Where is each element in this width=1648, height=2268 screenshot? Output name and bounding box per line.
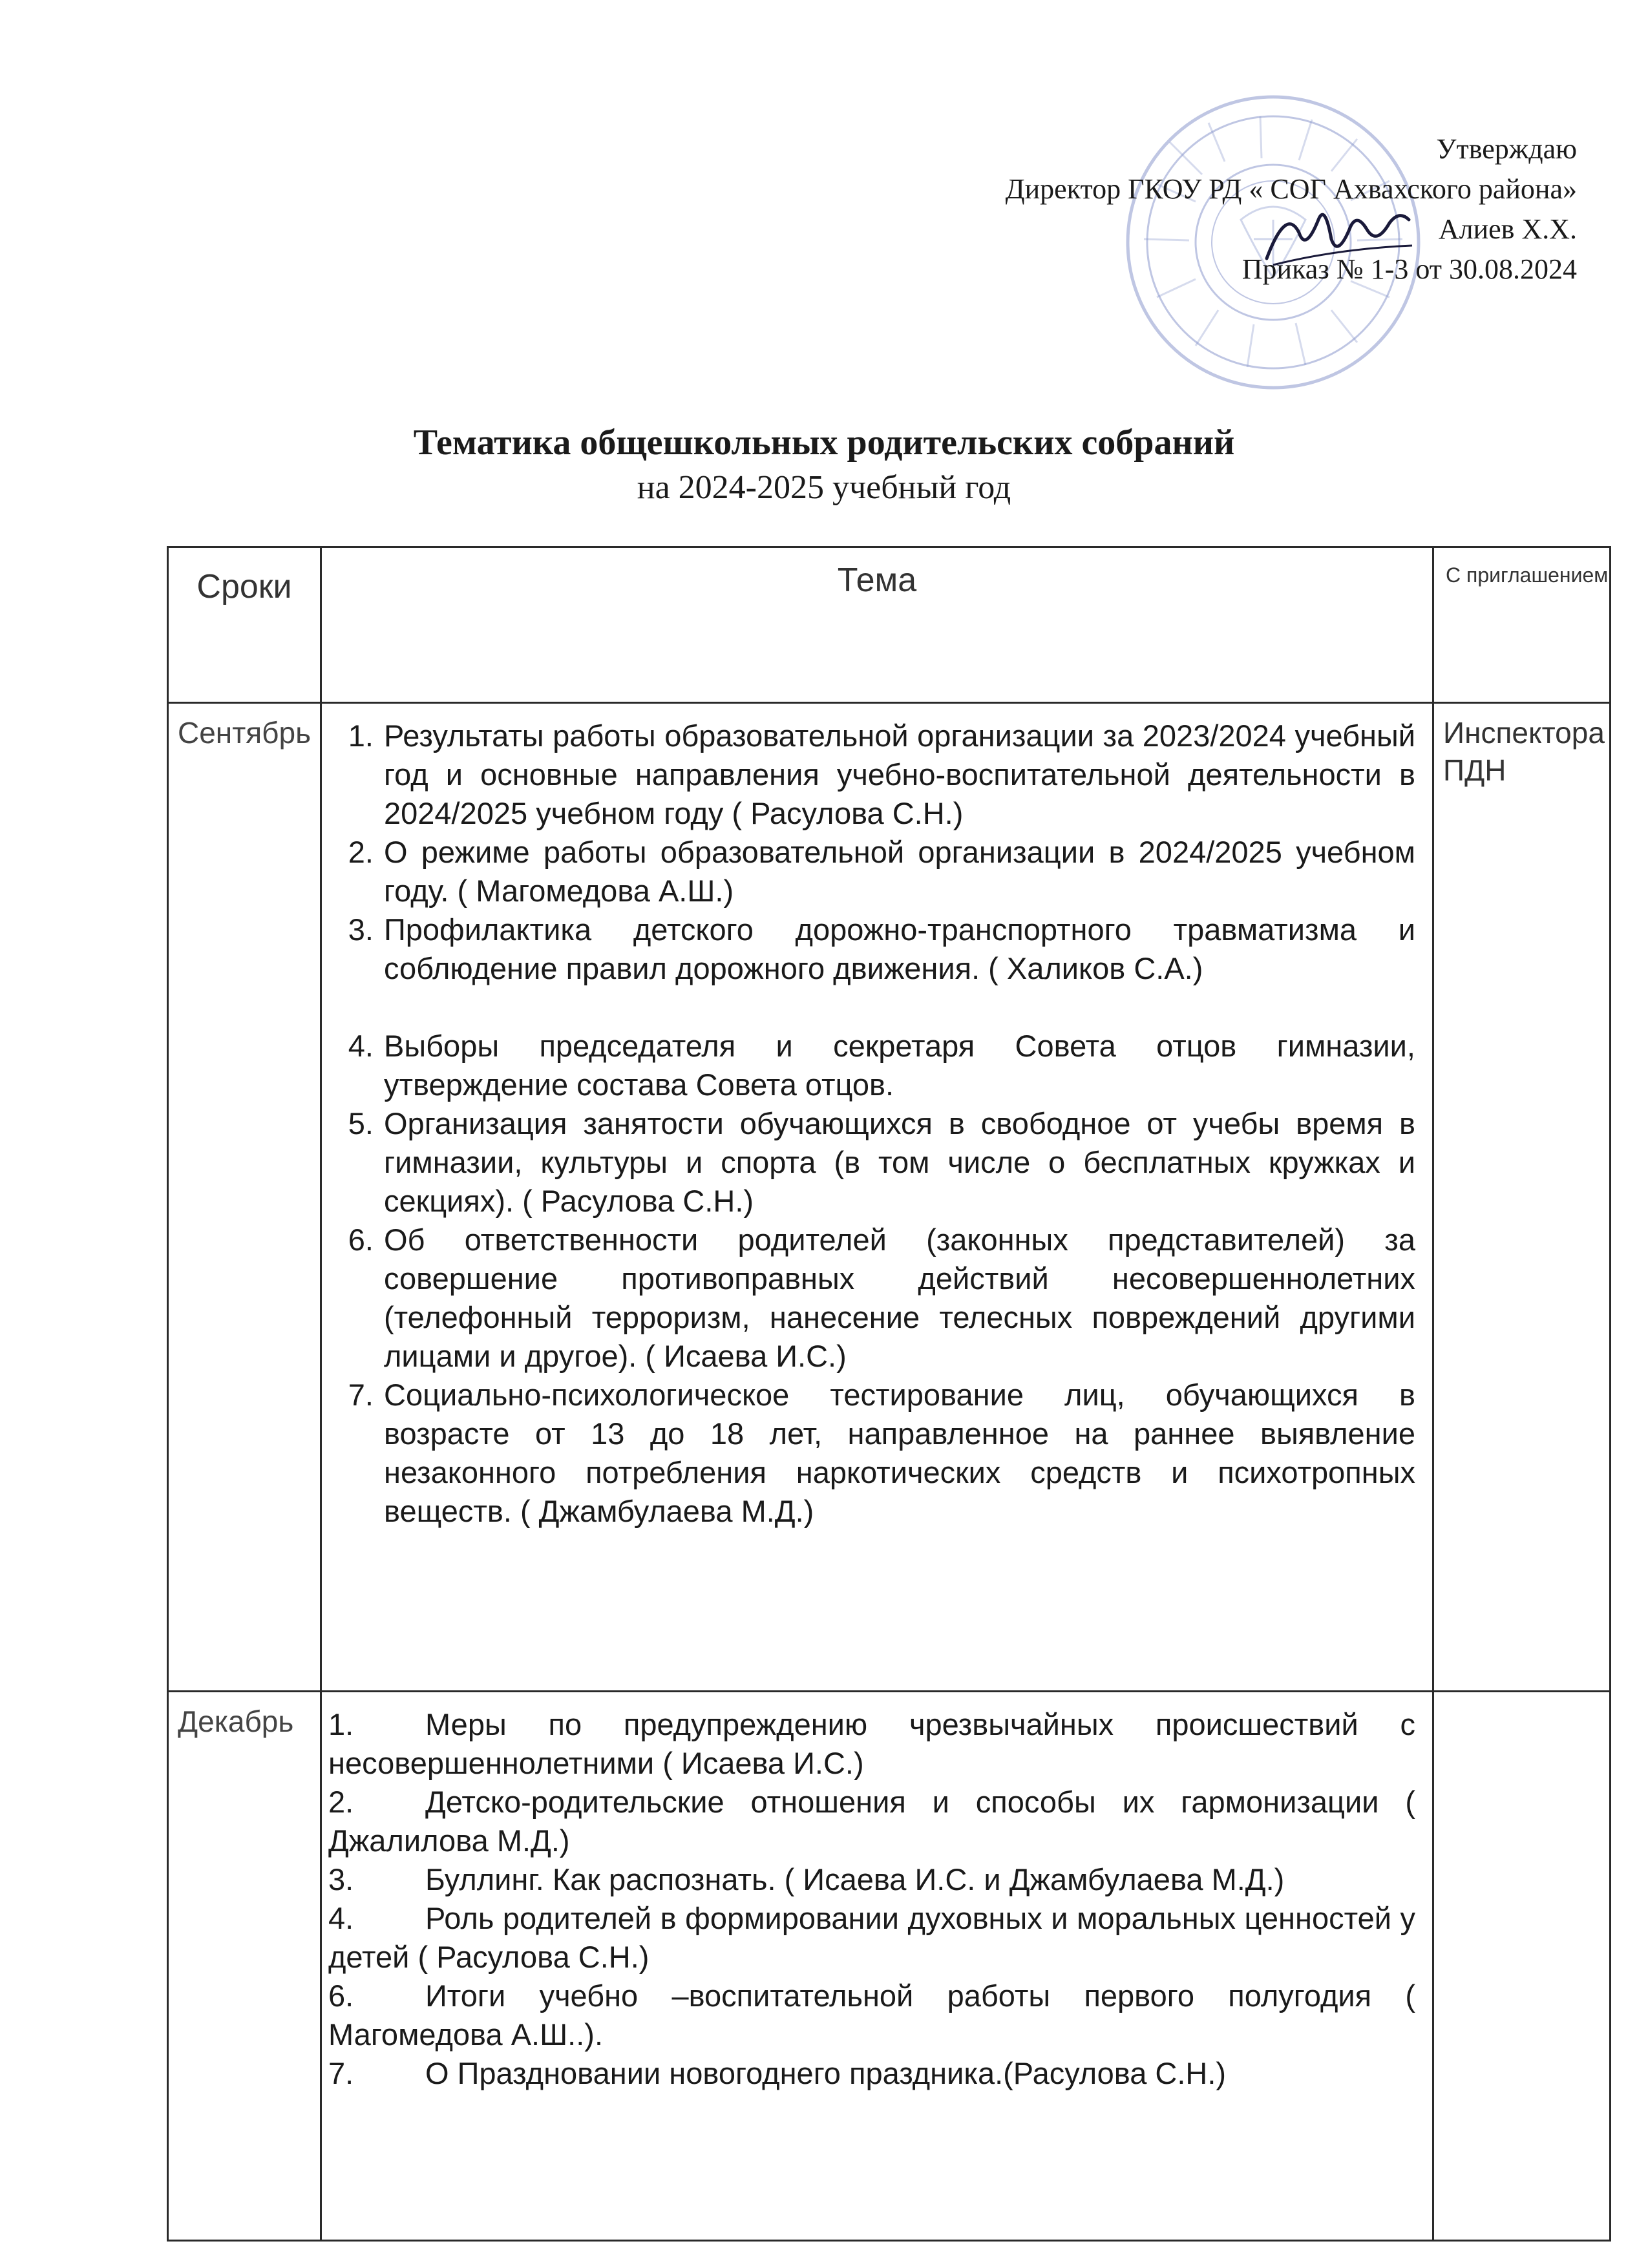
table-header: [168, 547, 1611, 703]
list-item: 6. Итоги учебно –воспитательной работы первого полугодия ( Магомедова А.Ш..).: [328, 1979, 1415, 2052]
guest-cell: [1433, 1692, 1611, 2241]
list-item: 6. Об ответственности родителей (законных представителей) за совершение противоправных действий несовершеннолетних (телефонный терроризм, нанесение телесных повреждений другими лицами и другое). ( Исаева И.С.): [348, 1223, 1415, 1373]
approval-block: [672, 129, 1577, 289]
term-cell: Сентябрь: [168, 703, 321, 1692]
title-sub: на 2024-2025 учебный год: [637, 469, 1011, 506]
list-item: 4. Выборы председателя и секретаря Совета отцов гимназии, утверждение состава Совета отцов.: [348, 1029, 1415, 1102]
document-title: [0, 420, 1648, 510]
table-row: [168, 703, 1611, 1692]
header-term: Сроки: [168, 547, 321, 703]
meetings-table: [167, 546, 1611, 2242]
approval-director: Директор ГКОУ РД « СОГ Ахвахского района»: [1005, 173, 1577, 205]
list-item: 3. Буллинг. Как распознать. ( Исаева И.С. и Джамбулаева М.Д.): [328, 1862, 1285, 1896]
approval-name: Алиев Х.Х.: [1438, 213, 1577, 245]
approval-order: Приказ № 1-3 от 30.08.2024: [1241, 253, 1577, 285]
table-row: [168, 1692, 1611, 2241]
header-topic: Тема: [321, 547, 1433, 703]
topics-cell: [321, 1692, 1433, 2241]
list-item: 3. Профилактика детского дорожно-транспортного травматизма и соблюдение правил дорожного движения. ( Халиков С.А.): [348, 912, 1415, 985]
list-item: 7. Социально-психологическое тестирование лиц, обучающихся в возрасте от 13 до 18 лет, направленное на раннее выявление незаконного потребления наркотических средств и психотропных веществ. ( Джамбулаева М.Д.): [348, 1378, 1415, 1528]
topics-cell: [321, 703, 1433, 1692]
list-item: 2. О режиме работы образовательной организации в 2024/2025 учебном году. ( Магомедова А.Ш.): [348, 835, 1415, 908]
term-cell: Декабрь: [168, 1692, 321, 2241]
list-item: 2. Детско-родительские отношения и способы их гармонизации ( Джалилова М.Д.): [328, 1785, 1415, 1858]
title-main: Тематика общешкольных родительских собраний: [413, 423, 1235, 463]
topics-list: [328, 1705, 1415, 2093]
list-item: 1. Результаты работы образовательной организации за 2023/2024 учебный год и основные направления учебно-воспитательной деятельности в 2024/2025 учебном году ( Расулова С.Н.): [348, 719, 1415, 830]
list-item: 7. О Праздновании новогоднего праздника.(Расулова С.Н.): [328, 2056, 1227, 2090]
guest-cell: Инспектора ПДН: [1433, 703, 1611, 1692]
header-guest: С приглашением: [1433, 547, 1611, 703]
list-item: 4. Роль родителей в формировании духовных и моральных ценностей у детей ( Расулова С.Н.): [328, 1901, 1415, 1974]
topics-list: [328, 717, 1415, 1531]
list-item: 5. Организация занятости обучающихся в свободное от учебы время в гимназии, культуры и спорта (в том числе о бесплатных кружках и секциях). ( Расулова С.Н.): [348, 1106, 1415, 1218]
spacer: [328, 988, 1415, 1027]
list-item: 1. Меры по предупреждению чрезвычайных происшествий с несовершеннолетними ( Исаева И.С.): [328, 1707, 1415, 1780]
approval-heading: Утверждаю: [1436, 133, 1577, 165]
